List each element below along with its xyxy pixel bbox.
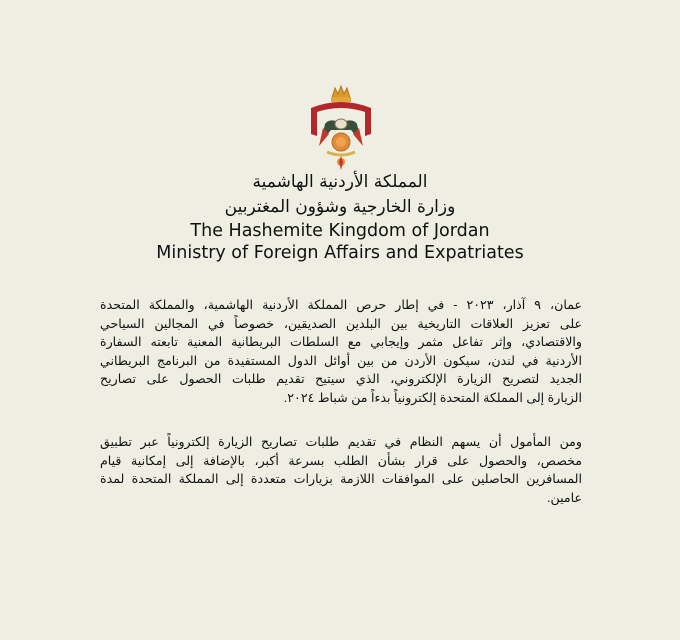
header-arabic-kingdom: المملكة الأردنية الهاشمية — [252, 172, 428, 192]
paragraph-line: الجديد لتصريح الزيارة الإلكتروني، الذي سيتيح تقديم طلبات الحصول على تصاريح — [100, 372, 582, 387]
paragraph-line: ومن المأمول أن يسهم النظام في تقديم طلبات تصاريح الزيارة إلكترونياً عبر تطبيق — [100, 435, 582, 449]
header-arabic-ministry: وزارة الخارجية وشؤون المغتربين — [224, 197, 456, 217]
paragraph-line: الأردنية في لندن، سيكون الأردن من بين أوائل الدول المستفيدة من البرنامج البريطاني — [100, 353, 582, 368]
paragraph-line: عمان، ٩ آذار، ٢٠٢٣ - في إطار حرص المملكة الأردنية الهاشمية، والمملكة المتحدة — [100, 298, 582, 312]
paragraph-1 — [100, 296, 582, 408]
paragraph-line: الزيارة إلى المملكة المتحدة إلكترونياً بدءاً من شباط ٢٠٢٤. — [283, 390, 582, 405]
coat-of-arms-emblem — [305, 84, 377, 174]
paragraph-line: المسافرين الحاصلين على الموافقات اللازمة بزيارات متعددة إلى المملكة المتحدة لمدة — [100, 472, 582, 487]
paragraph-line: على تعزيز العلاقات التاريخية بين البلدين الصديقين، خصوصاً في المجالين السياحي — [100, 316, 582, 331]
paragraph-2 — [100, 433, 582, 507]
header-english-ministry: Ministry of Foreign Affairs and Expatriates — [156, 243, 524, 263]
paragraph-line: مخصص، والحصول على قرار بشأن الطلب بسرعة أكبر، بالإضافة إلى إمكانية قيام — [100, 453, 582, 468]
header-english-kingdom: The Hashemite Kingdom of Jordan — [190, 221, 490, 241]
paragraph-line: والاقتصادي، وإثر تفاعل مثمر وإيجابي مع السلطات البريطانية المعنية تابعته السفارة — [100, 335, 582, 350]
paragraph-line: عامين. — [547, 490, 582, 505]
